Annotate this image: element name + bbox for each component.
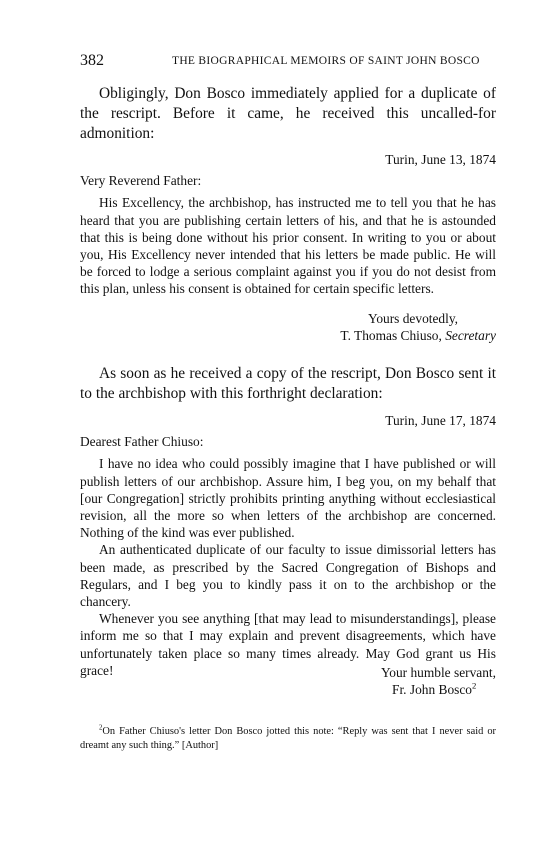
letter-1-signature xyxy=(80,327,496,344)
letter-1-body: His Excellency, the archbishop, has instructed me to tell you that he has heard that you are publishing certain letters of his, and that he is astounded that this is being done without his prior consent. In writing to you or about you, His Excellency never intended that his letters be made public. He will be forced to lodge a serious complaint against you if you do not desist from this plan, unless his consent is obtained for certain specific letters. xyxy=(80,195,496,297)
footnote-marker: 2 xyxy=(99,724,103,732)
letter-2-paragraph: I have no idea who could possibly imagine that I have published or will publish letters of our archbishop. Assure him, I beg you, on my behalf that [our Congregation] strictly prohibits printing anything without ecclesiastical revision, all the more so when letters of the archbishop are concerned. Nothing of the kind was ever published. xyxy=(80,456,496,541)
letter-2-dateline: Turin, June 17, 1874 xyxy=(385,413,496,428)
letter-1-signature-title: Secretary xyxy=(445,328,496,344)
second-paragraph-block xyxy=(80,364,496,404)
letter-2-signature-block xyxy=(80,664,496,698)
letter-2-closing: Your humble servant, xyxy=(380,665,496,680)
letter-2-salutation: Dearest Father Chiuso: xyxy=(80,434,204,450)
page-number: 382 xyxy=(80,52,104,69)
intro-paragraph: Obligingly, Don Bosco immediately applied for a duplicate of the rescript. Before it came, he received this uncalled-for admonition: xyxy=(80,85,496,142)
letter-1-dateline: Turin, June 13, 1874 xyxy=(385,152,496,167)
letter-2-paragraph: An authenticated duplicate of our faculty to issue dimissorial letters has been made, as prescribed by the Sacred Congregation of Bishops and Regulars, and I beg you to kindly pass it on to the archbishop or the chancery. xyxy=(80,542,496,610)
letter-2-paragraph: Whenever you see anything [that may lead to misunderstandings], please inform me so that I may explain and prevent disagreements, which have unfortunately taken place so many times already. May God grant us His grace! xyxy=(80,611,496,678)
footnote xyxy=(80,725,496,753)
footnote-text: On Father Chiuso's letter Don Bosco jotted this note: “Reply was sent that I never said or dreamt any such thing.” [Author] xyxy=(80,726,496,751)
letter-1 xyxy=(80,151,496,298)
letter-1-salutation: Very Reverend Father: xyxy=(80,173,202,189)
footnote-block xyxy=(80,725,496,753)
letter-2-signature-name: Fr. John Bosco xyxy=(392,682,472,698)
letter-1-closing: Yours devotedly, xyxy=(368,311,459,326)
page-header xyxy=(80,52,496,72)
letter-2 xyxy=(80,412,496,679)
intro-paragraph-block xyxy=(80,84,496,144)
footnote-reference: 2 xyxy=(471,680,477,691)
running-head: THE BIOGRAPHICAL MEMOIRS OF SAINT JOHN BOSCO xyxy=(172,55,480,67)
second-paragraph: As soon as he received a copy of the rescript, Don Bosco sent it to the archbishop with this forthright declaration: xyxy=(80,365,496,402)
letter-1-signature-block xyxy=(80,310,496,344)
letter-2-signature xyxy=(80,681,496,698)
letter-1-signature-name: T. Thomas Chiuso, xyxy=(340,328,446,344)
